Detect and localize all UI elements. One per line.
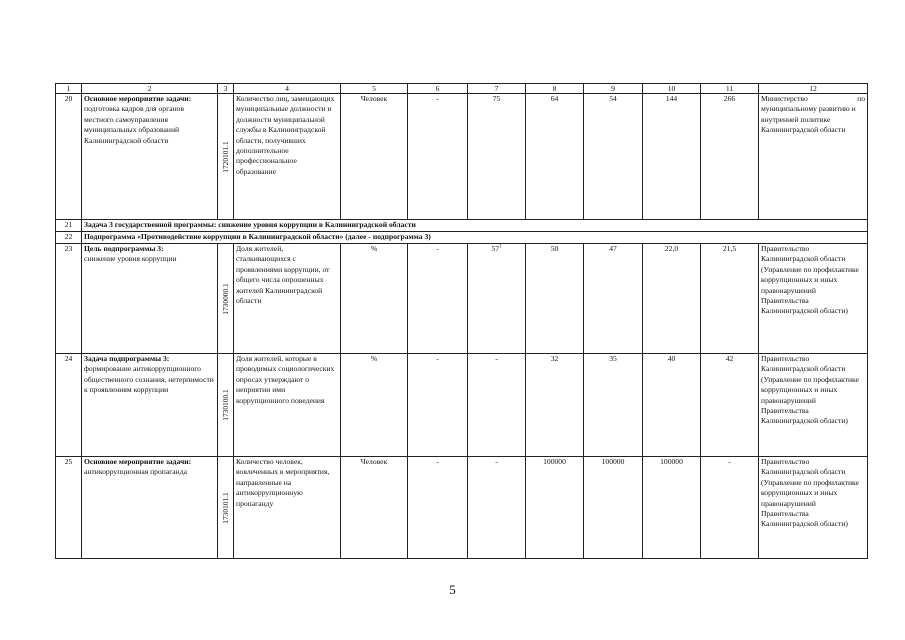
measure-text: снижение уровня коррупции	[84, 254, 177, 264]
unit-cell: %	[341, 244, 408, 354]
measure-title: Цель подпрограммы 3:	[84, 244, 164, 253]
table-row	[56, 354, 868, 457]
indicator-code: 1730101.1	[220, 491, 230, 524]
value-cell: 22,0	[643, 244, 701, 354]
row-number: 24	[56, 354, 82, 457]
value-text: 57	[491, 244, 500, 253]
executor-text-first: Министерство по	[761, 94, 865, 103]
value-cell: -	[408, 457, 468, 559]
section-heading: Подпрограмма «Противодействие коррупции в Калининградской области» (далее - подпрограмма 3)	[82, 232, 868, 244]
value-cell: -	[468, 354, 526, 457]
value-cell: 100000	[526, 457, 584, 559]
row-number: 21	[56, 220, 82, 232]
value-cell: 35	[584, 354, 643, 457]
col-header: 11	[701, 84, 759, 94]
measure-title: Задача подпрограммы 3:	[84, 354, 170, 363]
code-cell	[218, 244, 234, 354]
table-row	[56, 94, 868, 220]
value-cell: 266	[701, 94, 759, 220]
value-cell: 47	[584, 244, 643, 354]
value-cell: -	[408, 354, 468, 457]
col-header: 12	[759, 84, 868, 94]
measure-title: Основное мероприятие задачи:	[84, 94, 192, 103]
value-cell: 21,5	[701, 244, 759, 354]
indicator-cell: Доля жителей, которые в проводимых социологических опросах утверждают о неприятии ими коррупционного поведения	[234, 354, 341, 457]
footnote-mark: 1	[499, 244, 502, 250]
measure-text: подготовка кадров для органов местного самоуправления муниципальных образований Калининградской области	[84, 104, 185, 145]
col-header: 8	[526, 84, 584, 94]
table-row	[56, 220, 868, 232]
indicator-code: 1720101.1	[220, 140, 230, 173]
value-cell: -	[468, 457, 526, 559]
col-header: 7	[468, 84, 526, 94]
value-cell: 64	[526, 94, 584, 220]
measure-cell	[82, 244, 218, 354]
row-number: 25	[56, 457, 82, 559]
indicators-table	[55, 83, 868, 559]
code-cell	[218, 457, 234, 559]
unit-cell: Человек	[341, 457, 408, 559]
value-cell: 32	[526, 354, 584, 457]
value-cell: 54	[584, 94, 643, 220]
value-cell: 100000	[584, 457, 643, 559]
page-number: 5	[449, 582, 456, 597]
col-header: 9	[584, 84, 643, 94]
measure-text: антикоррупционная пропаганда	[84, 467, 187, 477]
indicator-code: 1730000.1	[220, 282, 230, 315]
code-cell	[218, 94, 234, 220]
value-cell: -	[701, 457, 759, 559]
unit-cell: %	[341, 354, 408, 457]
measure-cell	[82, 354, 218, 457]
table-row	[56, 457, 868, 559]
measure-text: формирование антикоррупционного общественного сознания, нетерпимости к проявлениям коррупции	[84, 364, 214, 395]
col-header: 2	[82, 84, 218, 94]
col-header: 10	[643, 84, 701, 94]
indicator-cell: Количество лиц, замещающих муниципальные должности и должности муниципальной службы в Калининградской области, получивших дополнительное профессиональное образование	[234, 94, 341, 220]
value-cell: -	[408, 94, 468, 220]
executor-cell: Правительство Калининградской области (Управление по профилактике коррупционных и иных правонарушений Правительства Калининградской области)	[759, 244, 868, 354]
col-header: 5	[341, 84, 408, 94]
executor-cell: Правительство Калининградской области (Управление по профилактике коррупционных и иных правонарушений Правительства Калининградской области)	[759, 354, 868, 457]
value-cell: 50	[526, 244, 584, 354]
row-number: 23	[56, 244, 82, 354]
measure-title: Основное мероприятие задачи:	[84, 457, 192, 466]
row-number: 20	[56, 94, 82, 220]
executor-cell: Правительство Калининградской области (Управление по профилактике коррупционных и иных правонарушений Правительства Калининградской области)	[759, 457, 868, 559]
value-cell: 75	[468, 94, 526, 220]
executor-cell	[759, 94, 868, 220]
col-header: 4	[234, 84, 341, 94]
indicator-cell: Количество человек, вовлеченных в мероприятия, направленные на антикоррупционную пропаганду	[234, 457, 341, 559]
section-heading: Задача 3 государственной программы: снижение уровня коррупции в Калининградской области	[82, 220, 868, 232]
value-cell: 40	[643, 354, 701, 457]
col-header: 3	[218, 84, 234, 94]
row-number: 22	[56, 232, 82, 244]
measure-cell	[82, 457, 218, 559]
table-row	[56, 232, 868, 244]
col-header: 1	[56, 84, 82, 94]
unit-cell: Человек	[341, 94, 408, 220]
value-cell: 144	[643, 94, 701, 220]
indicator-cell: Доля жителей, сталкивающихся с проявлениями коррупции, от общего числа опрошенных жителей Калининградской области	[234, 244, 341, 354]
column-number-row	[56, 84, 868, 94]
indicator-code: 1730100.1	[220, 389, 230, 421]
value-cell: -	[408, 244, 468, 354]
value-cell: 42	[701, 354, 759, 457]
value-cell: 100000	[643, 457, 701, 559]
table-row	[56, 244, 868, 354]
executor-text: муниципальному развитию и внутренней политике Калининградской области	[761, 104, 856, 135]
value-cell	[468, 244, 526, 354]
measure-cell	[82, 94, 218, 220]
code-cell	[218, 354, 234, 457]
col-header: 6	[408, 84, 468, 94]
